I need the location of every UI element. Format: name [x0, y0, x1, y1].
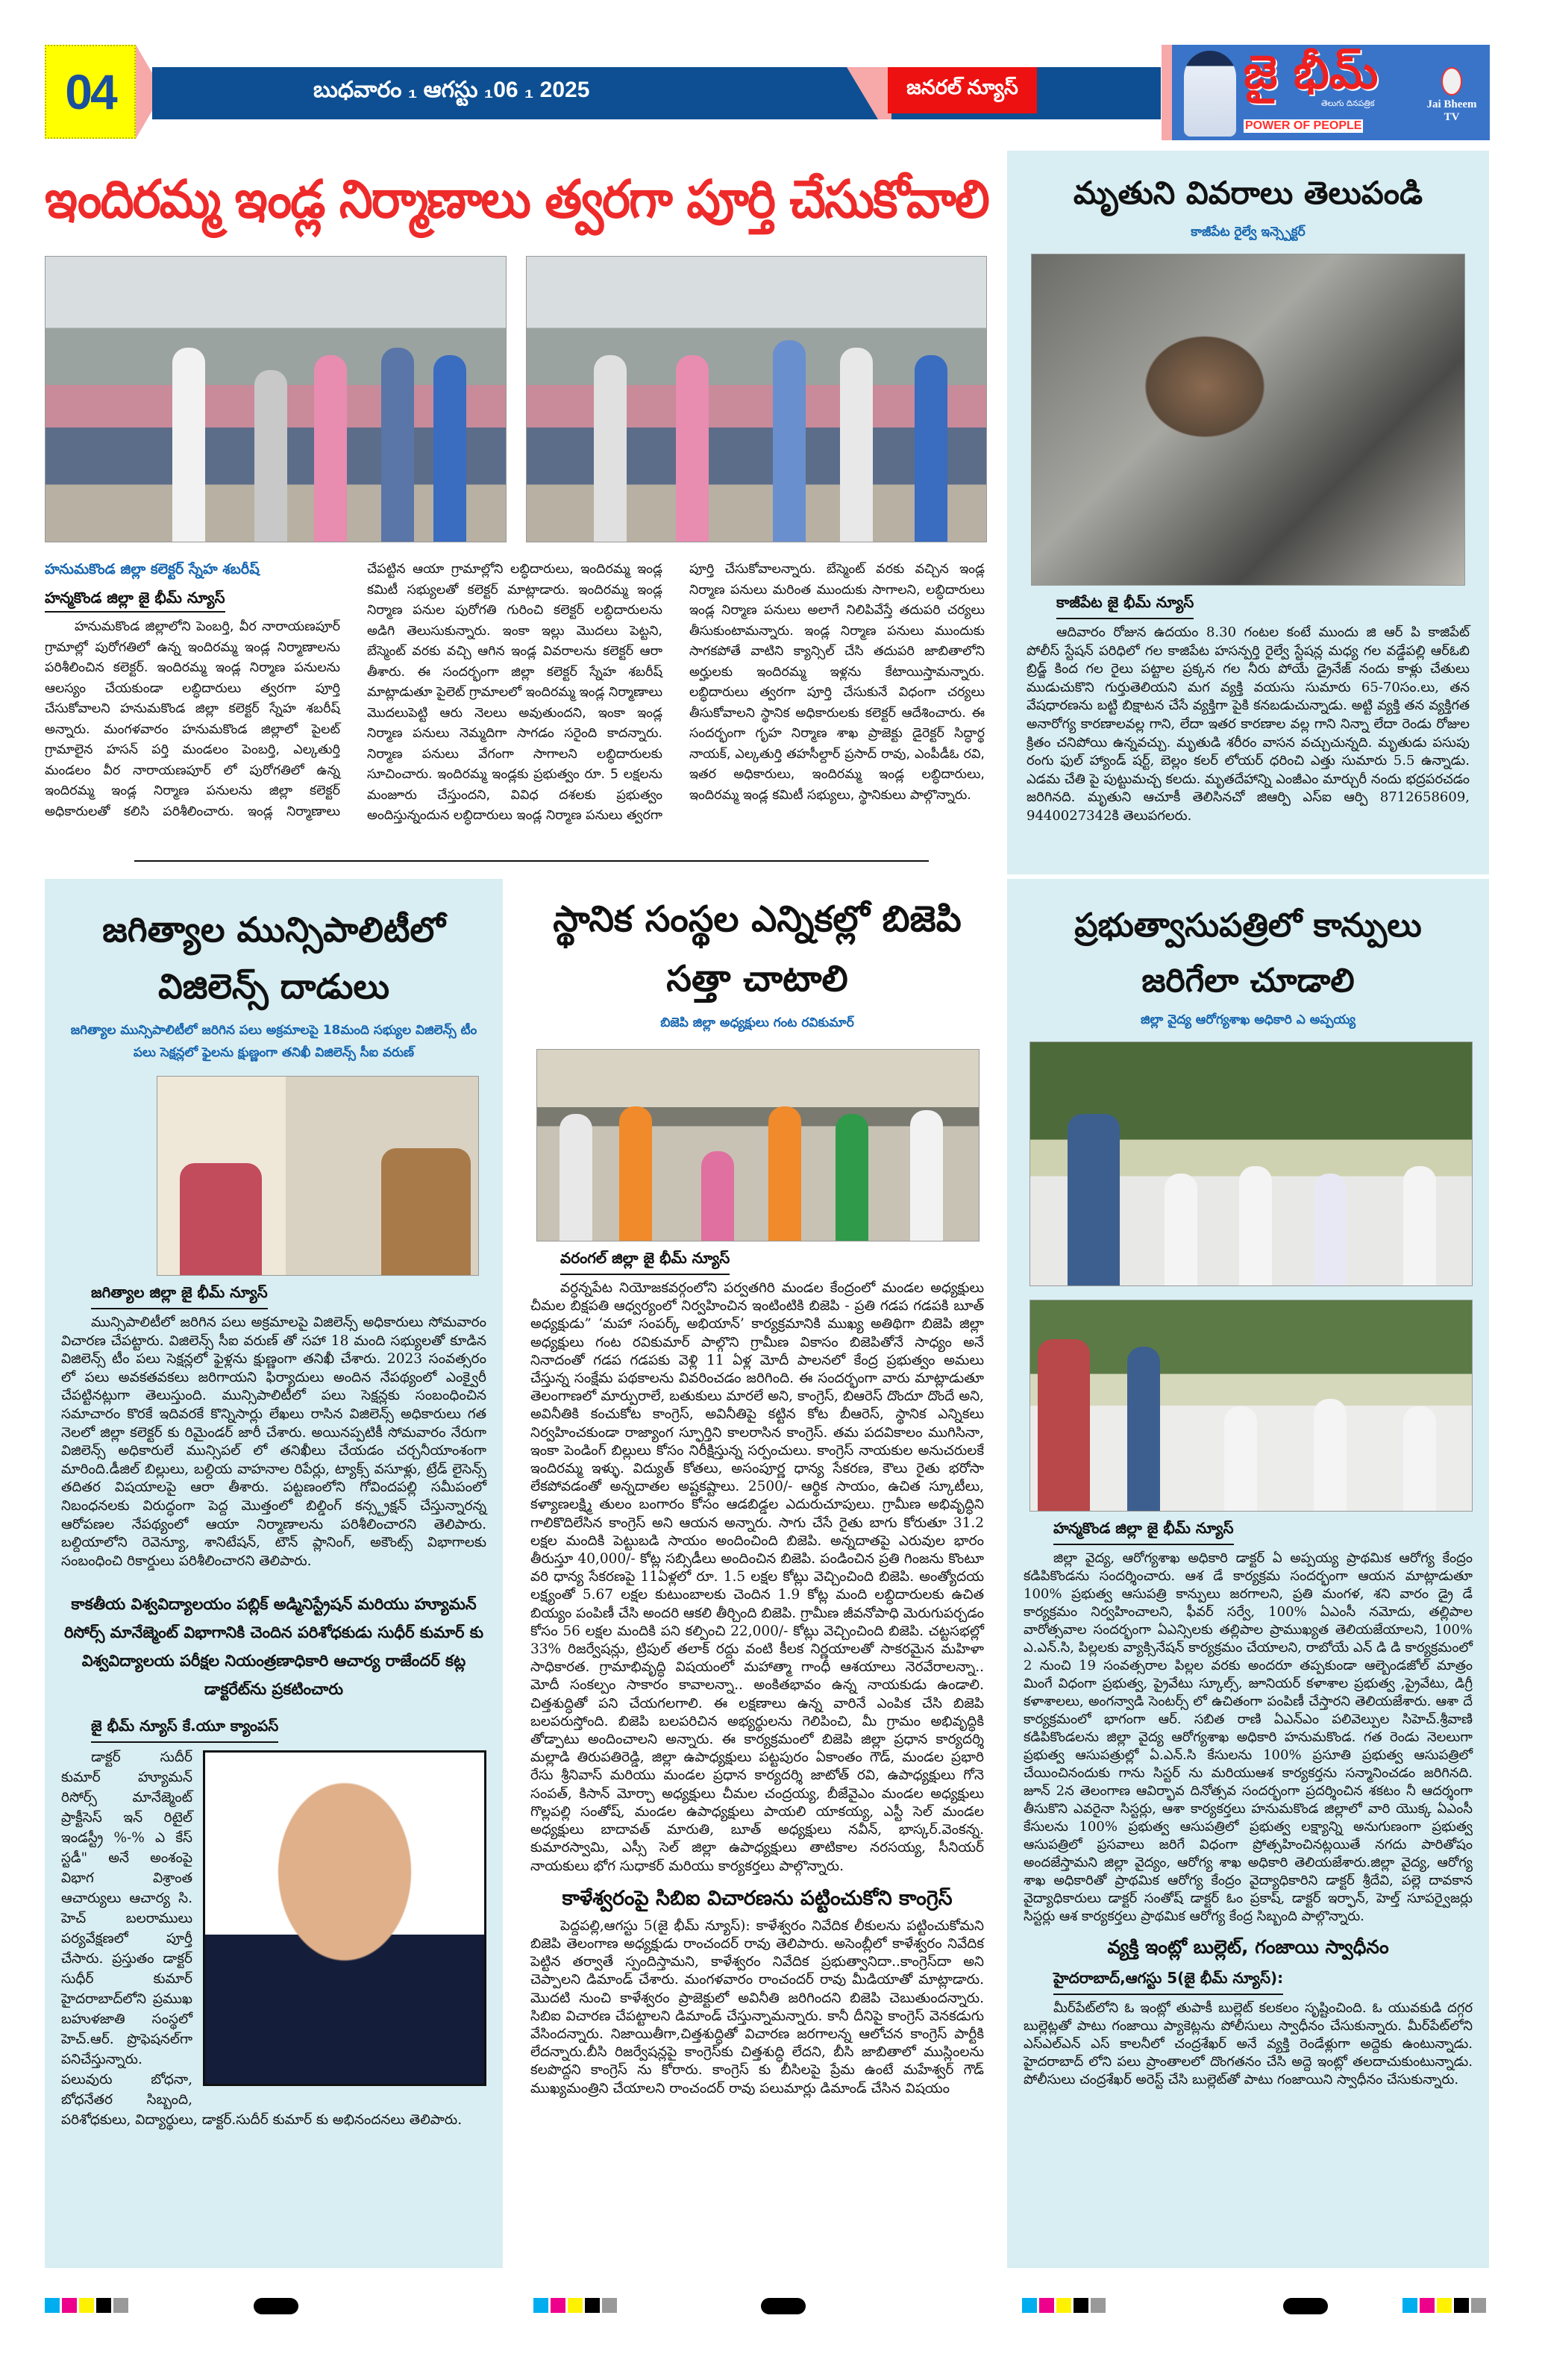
doctorate-text: డాక్టర్ సుదీర్ కుమార్ హ్యూమన్ రిసోర్స్ మానేజ్మెంట్ ప్రాక్టీసెస్ ఇన్ రిటైల్ ఇండస్ట్రీ %-% ఎ కేస్ స్టడీ" అనే అంశంపై విభాగ విశ్రాంత ఆచార్యులు ఆచార్య సి. హెచ్ బలరాములు పర్యవేక్షణలో పూర్తీ చేసారు. ప్రస్తుతం డాక్టర్ సుధీర్ కుమార్ హైదరాబాద్‌లోని ప్రముఖ బహుళజాతి సంస్థలో హెచ్.ఆర్. ప్రొఫెషనల్‌గా పనిచేస్తున్నారు. పలువురు బోధనా, బోధనేతర సిబ్బంది, పరిశోధకులు, విద్యార్థులు, డాక్టర్.సుదీర్ కుమార్ కు అభినందనలు తెలిపారు. [61, 1750, 463, 2129]
vigilance-headline: జగిత్యాల మున్సిపాలిటీలో విజిలెన్స్ దాడులు [102, 909, 445, 1006]
main-headline: ఇందిరమ్మ ఇండ్ల నిర్మాణాలు త్వరగా పూర్తి చేసుకోవాలి [45, 169, 988, 230]
tv-name: Jai Bheem TV [1426, 98, 1477, 123]
hospital-photo-2 [1029, 1300, 1473, 1512]
page-number: 04 [45, 45, 136, 139]
kaleshwaram-text: పెద్దపల్లి,ఆగస్టు 5(జై భీమ్ న్యూస్): కాళేశ్వరం నివేదిక లీకులను పట్టించుకోమని బిజెపి తెలంగాణ అధ్యక్షుడు రాంచందర్ రావు తెలిపారు. అసెంబ్లీలో కాళేశ్వరం నివేదిక పెట్టిన తర్వాతే స్పందిస్తామని, కాళేశ్వరం నివేదిక ప్రభుత్వానిదా..కాంగ్రెస్‌దా అని చెప్పాలని డిమాండ్ చేశారు. మంగళవారం రాంచందర్ రావు మీడియాతో మాట్లాడారు. మొదటి నుంచి కాళేశ్వరం ప్రాజెక్టులో అవినీతి జరిగిందని బిజెపి చెబుతుందన్నారు. సిబిఐ విచారణ చేపట్టాలని డిమాండ్ చేస్తున్నామన్నారు. కానీ దీనిపై కాంగ్రెస్ వెనకడుగు వేసిందన్నారు. నిజాయితీగా,చిత్తశుద్ధితో విచారణ జరగాలన్న ఆలోచన కాంగ్రెస్ పార్టీకి లేదన్నారు.బీసి రిజర్వేషన్లపై కాంగ్రెస్‌కు చిత్తశుద్ధి లేదని, బీసి జాబితాలో ముస్లింలను కలపొద్దని కాంగ్రెస్ ను కోరారు. కాంగ్రెస్ కు బీసిలపై ప్రేమ ఉంటే మహేశ్వర్ గౌడ్ ముఖ్యమంత్రిని చేయాలని రాంచందర్ రావు పలుమార్లు డిమాండ్ చేసిన విషయం [530, 1917, 984, 2096]
ambedkar-portrait-icon [1184, 51, 1236, 137]
newspaper-logo [1162, 45, 1490, 140]
bullet-headline: వ్యక్తి ఇంట్లో బుల్లెట్, గంజాయి స్వాధీనం [1107, 1936, 1389, 1958]
hospital-headline: ప్రభుత్వాసుపత్రిలో కాన్పులు జరిగేలా చూడాలి [1074, 906, 1422, 1000]
doctorate-dateline: జై భీమ్ న్యూస్ కే.యూ క్యాంపస్ [91, 1717, 278, 1743]
main-photo-left [45, 256, 507, 542]
dead-body-headline: మృతుని వివరాలు తెలుపండి [1073, 175, 1423, 211]
section-label: జనరల్ న్యూస్ [888, 67, 1037, 113]
doctorate-headline: కాకతీయ విశ్వవిద్యాలయం పబ్లిక్ అడ్మినిస్ట్రేషన్ మరియు హ్యూమన్ రిసోర్స్ మానేజ్మెంట్ విభాగానికి చెందిన పరిశోధకుడు సుధీర్ కుమార్ కు విశ్వవిద్యాలయ పరీక్షల నియంత్రణాధికారి ఆచార్య రాజేందర్ కట్ల డాక్టరేట్‌ను ప్రకటించారు [63, 1595, 484, 1699]
vigilance-photo [157, 1076, 479, 1276]
bjp-photo [536, 1049, 980, 1241]
registration-pill [1283, 2298, 1328, 2314]
dead-body-story [1007, 151, 1489, 874]
registration-pill [761, 2298, 806, 2314]
color-bar [1402, 2298, 1486, 2313]
color-bar [45, 2298, 128, 2313]
main-dateline: హన్మకొండ జిల్లా జై భీమ్ న్యూస్ [45, 588, 225, 613]
tv-emblem-icon [1441, 67, 1462, 95]
main-headline-area [45, 158, 992, 244]
color-bar [1022, 2298, 1106, 2313]
bullet-text: మీర్‌పేట్‌లోని ఓ ఇంట్లో తుపాకీ బుల్లెట్ కలకలం సృష్టించింది. ఓ యువకుడి దగ్గర బుల్లెట్లతో పాటు గంజాయి ప్యాకెట్లను పోలీసులు స్వాధీనం చేసుకున్నారు. మీర్‌పేట్‌లోని ఎస్ఎల్ఎన్ ఎస్ కాలనీలో చంద్రశేఖర్ అనే వ్యక్తి రెండేళ్లుగా అద్దెకు ఉంటున్నాడు. హైదరాబాద్ లోని పలు ప్రాంతాలలో దొంగతనం చేసి అద్దె ఇంట్లో తలదాచుకుంటున్నాడు. పోలీసులు చంద్రశేఖర్ అరెస్ట్ చేసి బుల్లెట్‌తో పాటు గంజాయిని స్వాధీనం చేసుకున్నారు. [1024, 2000, 1473, 2088]
divider [134, 860, 929, 862]
sudhir-kumar-photo [203, 1750, 486, 2086]
bjp-dateline: వరంగల్ జిల్లా జై భీమ్ న్యూస్ [560, 1249, 730, 1275]
page-number-tab [136, 45, 152, 139]
main-article [45, 560, 985, 858]
dead-body-dateline: కాజీపేట జై భీమ్ న్యూస్ [1056, 593, 1194, 619]
dead-body-photo [1031, 254, 1465, 586]
hospital-text: జిల్లా వైద్య, ఆరోగ్యశాఖ అధికారి డాక్టర్ ఏ అప్పయ్య ప్రాథమిక ఆరోగ్య కేంద్రం కడిపికొండను సందర్శించారు. ఆశ డే కార్యక్రమ సందర్భంగా ఆయన మాట్లాడుతూ 100% ప్రభుత్వ ఆసుపత్రి కాన్పులు జరగాలని, ప్రతి మంగళ, శని వారం డ్రై డే కార్యక్రమం నిర్వహించాలని, ఫీవర్ సర్వే, 100% ఏఎంసీ నమోదు, తల్లిపాల వారోత్సవాల సందర్భంగా ఏఎన్సిలకు తల్లిపాల ప్రాముఖ్యత తెలియజేయాలని, 100% ఎ.ఎన్.సి, పిల్లలకు వ్యాక్సినేషన్ కార్యక్రమం చేయాలని, రాబోయే ఎన్ డి డి కార్యక్రమంలో 2 నుంచి 19 సంవత్సరాల పిల్లల వరకు అందరూ తప్పకుండా ఆల్బెండజోల్ మాత్రం మింగే విధంగా ప్రభుత్వ, ప్రైవేటు స్కూల్స్, జూనియర్ కళాశాల ప్రభుత్వ ,ప్రైవేటు, డిగ్రీ కళాశాలలు, అంగన్వాడి సెంటర్స్ లో ఉచితంగా పంపిణీ చేస్తారని తెలియజేశారు. ఆశా దే కార్యక్రమంలో భాగంగా ఆర్. సబిత రాణి ఏఎన్ఎం పలివెల్పుల సిహెచ్.శ్రీవాణి కడిపికొండలను జిల్లా వైద్య ఆరోగ్యశాఖ అధికారి హనుమకొండ. గత రెండు నెలలుగా ప్రభుత్వ ఆసుపత్రుల్లో ఏ.ఎన్.సి కేసులను 100% ప్రసూతి ప్రభుత్వ ఆసుపత్రిలో చేయించినందుకు గాను సిస్టర్ ను మరియుఆశ కార్యకర్తను సన్మానించడం జరిగినది. జూన్ 2న తెలంగాణ ఆవిర్భావ దినోత్సవ సందర్భంగా ప్రదర్శించిన శకటం నీ ఆదర్శంగా తీసుకొని ఎవరైనా సిస్టర్లు, ఆశా కార్యకర్తలు హనుమకొండ జిల్లాలో వారి యొక్క ఏఎంసీ కేసులను 100% ప్రభుత్వ ఆసుపత్రిలో ప్రభుత్వ లక్ష్యాన్ని అనుగుణంగా ప్రభుత్వ ఆసుపత్రిలో ప్రసవాలు జరిగే విధంగా ప్రోత్సహించినట్లయితే నగదు పారితోషం అందజేస్తామని జిల్లా వైద్యం, ఆరోగ్య శాఖ అధికారి తెలియజేశారు.జిల్లా వైద్య, ఆరోగ్య శాఖ అధికారితో ప్రాథమిక ఆరోగ్య కేంద్రం వైద్యాధికారిని డాక్టర్ శ్రీదేవి, పల్లె దావకాన వైద్యాధికారులు డాక్టర్ సంతోష్ డాక్టర్ ఓం ప్రకాష్, డాక్టర్ ఇర్ఫాన్, హెల్త్ సూపర్వైజర్లు సిస్టర్లు ఆశ కార్యకర్తలు ప్రాథమిక ఆరోగ్య కేంద్ర సిబ్బంది పాల్గొన్నారు. [1024, 1550, 1473, 1924]
main-body-text: హనుమకొండ జిల్లాలోని పెంబర్తి, వీర నారాయణపూర్ గ్రామాల్లో పురోగతిలో ఉన్న ఇందిరమ్మ ఇండ్ల నిర్మాణాలను పరిశీలించిన కలెక్టర్. ఇందిరమ్మ ఇండ్ల నిర్మాణ పనులను ఆలస్యం చేయకుండా లబ్ధిదారులు త్వరగా పూర్తి చేసుకోవాలని హనుమకొండ జిల్లా కలెక్టర్ స్నేహ శబరీష్ అన్నారు. మంగళవారం హనుమకొండ జిల్లాలో పైలట్ గ్రామాలైన హసన్ పర్తి మండలం పెంబర్తి, ఎల్కతుర్తి మండలం వీర నారాయణపూర్ లో పురోగతిలో ఉన్న ఇందిరమ్మ ఇండ్ల నిర్మాణ పనులను జిల్లా కలెక్టర్ అధికారులతో కలిసి పరిశీలించారు. ఇండ్ల నిర్మాణాలు చేపట్టిన ఆయా గ్రామాల్లోని లబ్ధిదారులు, ఇందిరమ్మ ఇండ్ల కమిటీ సభ్యులతో కలెక్టర్ మాట్లాడారు. ఇందిరమ్మ ఇండ్ల నిర్మాణ పనుల పురోగతి గురించి కలెక్టర్ లబ్ధిదారులను అడిగి తెలుసుకున్నారు. ఇంకా ఇల్లు మొదలు పెట్టని, బేస్మెంట్ వరకు వచ్చి ఆగిన ఇండ్ల వివరాలను కలెక్టర్ ఆరా తీశారు. ఈ సందర్భంగా జిల్లా కలెక్టర్ స్నేహ శబరీష్ మాట్లాడుతూ పైలెట్ గ్రామాలలో ఇందిరమ్మ ఇండ్ల నిర్మాణాలు మొదలుపెట్టి ఆరు నెలలు అవుతుందని, ఇంకా ఇండ్ల నిర్మాణ పనులు నెమ్మదిగా సాగడం సరైంది కాదన్నారు. నిర్మాణ పనులు వేగంగా సాగాలని లబ్ధిదారులకు సూచించారు. ఇందిరమ్మ ఇండ్లకు ప్రభుత్వం రూ. 5 లక్షలను మంజూరు చేస్తుందని, వివిధ దశలకు ప్రభుత్వం అందిస్తున్నందున లబ్ధిదారులు ఇండ్ల నిర్మాణ పనులు త్వరగా పూర్తి చేసుకోవాలన్నారు. బేస్మెంట్ వరకు వచ్చిన ఇండ్ల నిర్మాణ పనులు మరింత ముందుకు సాగాలని, లబ్ధిదారులు ఇండ్ల నిర్మాణ పనులు అలాగే నిలిపివేస్తే తదుపరి చర్యలు తీసుకుంటామన్నారు. ఇండ్ల నిర్మాణ పనులు ముందుకు సాగకపోతే వాటిని క్యాన్సిల్ చేసి తదుపరి జాబితాలోని అర్హులకు ఇందిరమ్మ ఇళ్లను కేటాయిస్తామన్నారు. లబ్ధిదారులు త్వరగా పూర్తి చేసుకునే విధంగా చర్యలు తీసుకోవాలని స్థానిక అధికారులకు కలెక్టర్ ఆదేశించారు. ఈ సందర్భంగా గృహ నిర్మాణ శాఖ ప్రాజెక్టు డైరెక్టర్ సిద్ధార్థ నాయక్, ఎల్కతుర్తి తహసీల్దార్ ప్రసాద్ రావు, ఎంపీడీఓ రవి, ఇతర అధికారులు, ఇందిరమ్మ ఇండ్ల లబ్ధిదారులు, ఇందిరమ్మ ఇండ్ల కమిటీ సభ్యులు, స్థానికులు పాల్గొన్నారు. [45, 562, 985, 823]
logo-subtitle: తెలుగు దినపత్రిక [1321, 98, 1375, 108]
vigilance-subheadline: జగిత్యాల మున్సిపాలిటీలో జరిగిన పలు అక్రమాలపై 18మంది సభ్యుల విజిలెన్స్ టీం పలు సెక్షన్లలో ఫైలను క్షుణ్ణంగా తనిఖీ విజిలెన్స్ సీఐ వరుణ్ [70, 1023, 477, 1060]
hospital-dateline: హన్మకొండ జిల్లా జై భీమ్ న్యూస్ [1053, 1519, 1234, 1545]
bjp-kicker: బిజెపి జిల్లా అధ్యక్షులు గంట రవికుమార్ [660, 1015, 854, 1030]
logo-name: జై భీమ్ [1244, 45, 1379, 99]
main-kicker: హనుమకొండ జిల్లా కలెక్టర్ స్నేహ శబరీష్ [45, 561, 260, 577]
bjp-headline: స్థానిక సంస్థల ఎన్నికల్లో బిజెపి సత్తా చాటాలి [553, 898, 962, 1000]
registration-pill [254, 2298, 298, 2314]
hospital-box [1007, 879, 1489, 2268]
hospital-kicker: జిల్లా వైద్య ఆరోగ్యశాఖ అధికారి ఎ అప్పయ్య [1140, 1012, 1356, 1027]
bjp-story [530, 879, 984, 2268]
bullet-dateline: హైదరాబాద్,ఆగస్టు 5(జై భీమ్ న్యూస్): [1053, 1969, 1283, 1995]
bjp-text: వర్ధన్నపేట నియోజకవర్గంలోని పర్వతగిరి మండల కేంద్రంలో మండల అధ్యక్షులు చీమల బిక్షపతి ఆధ్వర్యంలో నిర్వహించిన ఇంటింటికి బిజెపి - ప్రతి గడప గడపకి బూత్ అధ్యక్షుడు” ‘మహా సంపర్క్ అభియాన్’ కార్యక్రమానికి ముఖ్య అతిథిగా బిజెపి జిల్లా అధ్యక్షులు గంట రవికుమార్ పాల్గొని గ్రామీణ వికాసం బిజెపితోనే సాధ్యం అనే నినాదంతో గడప గడపకు వెళ్లి 11 ఏళ్ల మోదీ పాలనలో కేంద్ర ప్రభుత్వం అమలు చేస్తున్న సంక్షేమ పథకాలను వివరించడం జరిగింది. ఈ సందర్భంగా వారు మాట్లాడుతూ తెలంగాణలో మార్పురాలే, బతుకులు మారలే అని, కాంగ్రెస్, బిఆరెస్ దొందూ దొందే అని, అవినీతికి కంచుకోట కాంగ్రెస్, అవినీతిపై కట్టిన కోట బీఆరెస్, స్థానిక ఎన్నికలు నిర్వహించకుండా రాజ్యాంగ స్ఫూర్తిని కాలరాసిన కాంగ్రెస్. తమ పదవికాలం ముగిసినా, ఇంకా పెండింగ్ బిల్లులు కోసం నిరీక్షిస్తున్న సర్పంచులు. కాంగ్రెస్ నాయకుల అనుచరులకే ఇందిరమ్మ ఇళ్ళు. విద్యుత్ కోతలు, అసంపూర్ణ ధాన్య సేకరణ, కౌలు రైతు భరోసా లేకపోవడంతో అన్నదాతల అష్టకష్టాలు. 2500/- ఆర్థిక సాయం, ఉచిత స్కూటీలు, కళ్యాణలక్ష్మి తులం బంగారం కోసం ఆడబిడ్డల ఎదురుచూపులు. గ్రామీణ అభివృద్ధిని గాలికొదిలేసిన కాంగ్రెస్ అని ఆయన అన్నారు. సాగు చేసే రైతు బాగు కోరుతూ 31.2 లక్షల మందికి పెట్టుబడి సాయం అందించింది బిజెపి. అన్నదాతపై ఎరువుల భారం తీరుస్తూ 40,000/- కోట్ల సబ్సిడీలు అందించిన బిజెపి. పండించిన ప్రతి గింజను కొంటూ వరి ధాన్య సేకరణపై 11ఏళ్లలో రూ. 1.5 లక్షల కోట్లు వెచ్చించింది బిజెపి. అంత్యోదయ లక్ష్యంతో 5.67 లక్షల కుటుంబాలకు చెందిన 1.9 కోట్ల మంది లబ్ధిదారులకు ఉచిత బియ్యం పంపిణీ చేసి అందరి ఆకలి తీర్చింది బిజెపి. గ్రామీణ జీవనోపాధి మెరుగుపర్చడం కోసం 56 లక్షల మందికి పని కల్పించి 22,000/- కోట్లు వెచ్చించింది బిజెపి. చట్టసభల్లో 33% రిజర్వేషన్లు, ట్రిపుల్ తలాక్ రద్దు వంటి కీలక నిర్ణయాలతో సాకరమైన మహిళా సాధికారత. గ్రామాభివృద్ధి విషయంలో మహాత్మా గాంధీ ఆశయాలు నెరవేరాలన్నా.. మోదీ సంకల్పం సాకారం కావాలన్నా.. అంకితభావం ఉన్న నాయకుడు ఉండాలి. చిత్తశుద్ధితో పని చేయగలగాలి. ఈ లక్షణాలు ఉన్న వారినే ఎంపిక చేసి బిజెపి బలపరుస్తోంది. బిజెపి బలపరిచిన అభ్యర్థులను గెలిపించి, మీ గ్రామం అభివృద్ధికి తోడ్పాటు అందించాలని అన్నారు. ఈ కార్యక్రమంలో బిజెపి జిల్లా ప్రధాన కార్యదర్శి మల్లాడి తిరుపతిరెడ్డి, జిల్లా ఉపాధ్యక్షులు పట్టపురం ఏకాంతం గౌడ్, మండల ప్రభారి రేసు శ్రీనివాస్ మరియు మండల ప్రధాన కార్యదర్శి జాటోత్ రవి, ఉపాధ్యక్షులు గోనె సంపత్, కిసాన్ మోర్చా అధ్యక్షులు చీమల చంద్రయ్య, బీజేవైఎం మండల అధ్యక్షులు గొల్లపల్లి సంతోష్, మండల ఉపాధ్యక్షులు పాయలి యాకయ్య, ఎస్టీ సెల్ మండల అధ్యక్షులు బాదావత్ మారుతి, బూత్ అధ్యక్షులు నవీన్, భాస్కర్.వెంకన్న. కుమారస్వామి, ఎస్సీ సెల్ జిల్లా ఉపాధ్యక్షులు తాటికాల నరసయ్య, సీనియర్ నాయకులు భోగ సుధాకర్ మరియు కార్యకర్తలు పాల్గొన్నారు. [530, 1280, 984, 1874]
logo-slogan: POWER OF PEOPLE [1245, 119, 1362, 132]
dead-body-text: ఆదివారం రోజున ఉదయం 8.30 గంటల కంటే ముందు జి ఆర్ పి కాజిపేట్ పోలీస్ స్టేషన్ పరిధిలో గల కాజిపేట హసన్పర్తి రైల్వే స్టేషన్ల మధ్య గల వడ్డేపల్లి ఆర్‌ఓబి బ్రిడ్జ్ కింద గల రైలు పట్టాల ప్రక్కన గల నీరు పోయే డ్రైనేజ్ నందు కాళ్లు చేతులు ముడుచుకొని గుర్తుతెలియని మగ వ్యక్తి వయసు సుమారు 65-70సం.లు, తన వేషధారణను బట్టి బిక్షాటన చేసే వ్యక్తిగా పైకి కనబడుచున్నాడు. అట్టి వ్యక్తి తన వ్యక్తిగత అనారోగ్య కారణాలవల్ల గాని, లేదా ఇతర కారణాల వల్ల గాని నిన్నా లేదా రెండు రోజుల క్రితం చనిపోయి ఉన్నవచ్చు. మృతుడి శరీరం వాసన వచ్చుచున్నది. మృతుడు పసుపు రంగు ఫుల్ హ్యాండ్ షర్ట్, బెల్లం కలర్ లోయర్ ధరించి ఎత్తు సుమారు 5.5 ఉన్నాడు. ఎడమ చేతి పై పుట్టుమచ్చ కలదు. మృతదేహాన్ని ఎంజీఎం మార్చురీ నందు భద్రపరచడం జరిగినది. మృతుని ఆచూకీ తెలిసినచో జిఆర్పి ఎస్ఐ ఆర్పి 8712658609, 9440027342కి తెలుపగలరు. [1027, 624, 1470, 824]
print-registration-marks [0, 2298, 1542, 2328]
dead-body-kicker: కాజీపేట రైల్వే ఇన్స్పెక్టర్ [1191, 225, 1306, 239]
hospital-photo-1 [1029, 1042, 1473, 1286]
issue-date: బుధవారం ₁ ఆగస్టు ₁06 ₁ 2025 [313, 78, 590, 102]
vigilance-box [45, 879, 503, 2268]
kaleshwaram-headline: కాళేశ్వరంపై సిబిఐ విచారణను పట్టించుకోని కాంగ్రెస్ [562, 1886, 953, 1910]
vigilance-text: మున్సిపాలిటీలో జరిగిన పలు అక్రమాలపై విజిలెన్స్ అధికారులు సోమవారం విచారణ చేపట్టారు. విజిలెన్స్ సీఐ వరుణ్ తో సహా 18 మంది సభ్యులతో కూడిన విజిలెన్స్ టీం పలు సెక్షన్లలో ఫైళ్లను క్షుణ్ణంగా తనిఖీ చేశారు. 2023 సంవత్సరం లో పలు అవకతవకలు జరిగాయని ఫిర్యాదులు అందిన నేపథ్యంలో ఎంక్వైరీ చేపట్టినట్లుగా తెలుస్తుంది. మున్సిపాలిటీలో పలు సెక్షన్లకు సంబంధించిన సమాచారం కొరకే ఇదివరకే కొన్నిసార్లు లేఖలు రాసిన విజిలెన్స్ అధికారులు గత నెలలో జిల్లా కలెక్టర్ కు రిమైండర్ జారీ చేశారు. అయినప్పటికీ సోమవారం నేరుగా విజిలెన్స్ అధికారులే మున్సిపల్ లో తనిఖీలు చేయడం చర్చనీయాంశంగా మారింది.డీజిల్ బిల్లులు, బల్దియ వాహనాల రిపేర్లు, ట్యాక్స్ వసూళ్లు, ట్రేడ్ లైసెన్స్ తదితర విషయాలపై ఆరా తీశారు. పట్టణంలోని గోవిందపల్లి సమీపంలో నిబంధనలకు విరుద్ధంగా పెద్ద మొత్తంలో బిల్డింగ్ కన్స్ట్రక్షన్ చేస్తున్నారన్న ఆరోపణల నేపథ్యంలో ఆయా నిర్మాణాలను పరిశీలించారని తెలిపారు. బల్దియాలోని రెవెన్యూ, శానిటేషన్, టౌన్ ప్లానింగ్, అకౌంట్స్ విభాగాలకు సంబంధించి రికార్డులు పరిశీలించారని తెలిపారు. [61, 1315, 486, 1569]
tv-logo [1422, 67, 1482, 124]
color-bar [533, 2298, 617, 2313]
main-photo-right [526, 256, 987, 542]
vigilance-dateline: జగిత్యాల జిల్లా జై భీమ్ న్యూస్ [91, 1283, 268, 1309]
